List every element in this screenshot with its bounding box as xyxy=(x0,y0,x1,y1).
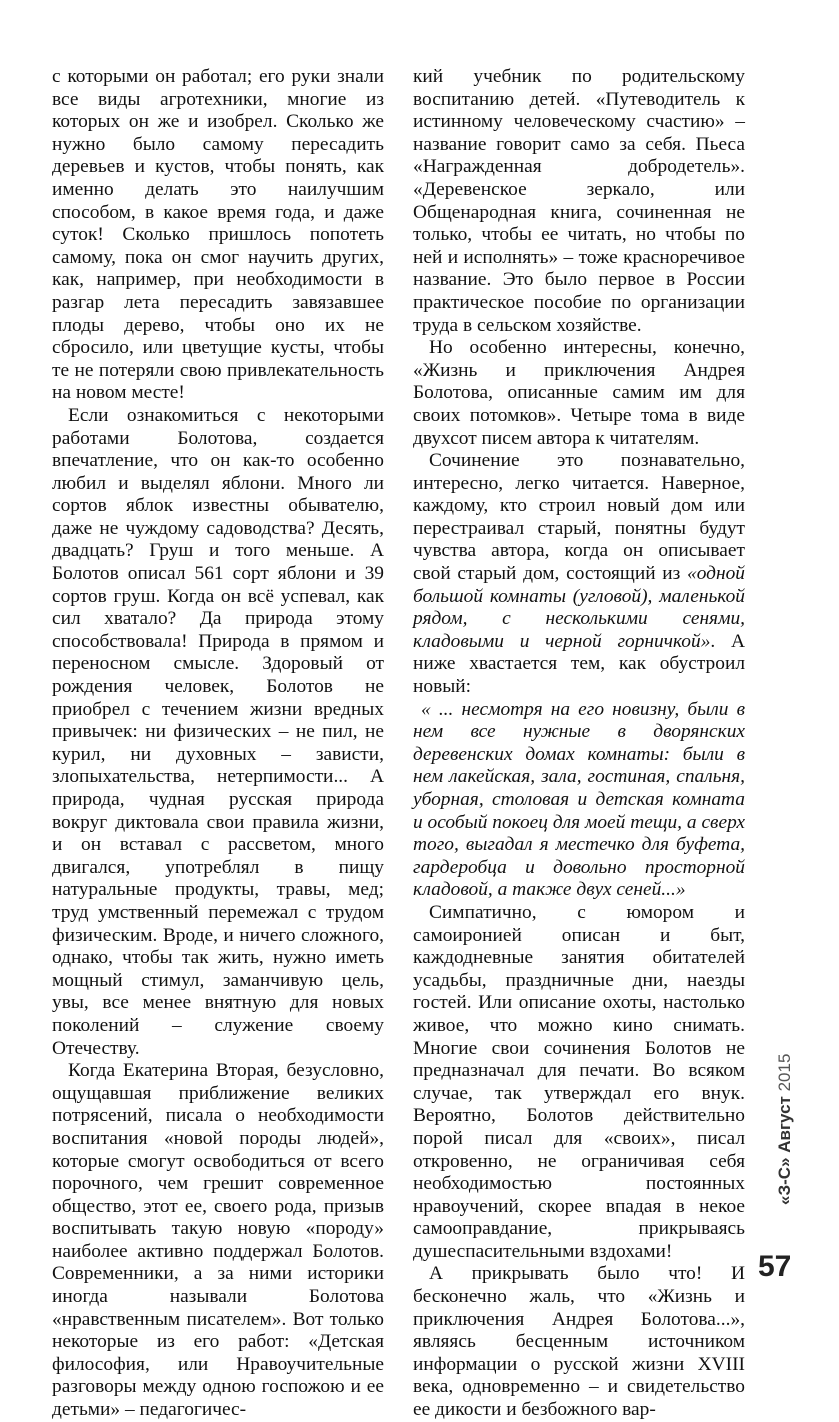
issue-month: Август xyxy=(775,1096,794,1153)
paragraph-text: . А ниже хвастается тем, как обустроил новый: xyxy=(413,630,745,698)
paragraph: Но особенно интересны, конечно, «Жизнь и приключения Андрея Болотова, описанные самим им для своих потомков». Четыре тома в виде двухсот писем автора к читателям. xyxy=(413,337,745,449)
paragraph: Если ознакомиться с некоторыми работами Болотова, создается впечатление, что он как-то особенно любил и выделял яблони. Много ли сортов яблок известны обывателю, даже не чуждому садоводства? Десять, двадцать? Груш и того меньше. А Болотов описал 561 сорт яблони и 39 сортов груш. Когда он всё успевал, как сил хватало? Да природа этому способствовала! Природа в прямом и переносном смысле. Здоровый от рождения человек, Болотов не приобрел с течением жизни вредных привычек: ни физических – не пил, не курил, ни духовных – зависти, злопыхательства, нетерпимости... А природа, чудная русская природа вокруг диктовала свои правила жизни, и он вставал с рассветом, много двигался, употреблял в пищу натуральные продукты, травы, мед; труд умственный перемежал с трудом физическим. Вроде, и ничего сложного, однако, чтобы так жить, нужно иметь мощный стимул, заманчивую цель, увы, все менее внятную для новых поколений – служение своему Отечеству. xyxy=(52,404,384,1059)
page-number: 57 xyxy=(758,1250,792,1283)
paragraph xyxy=(413,450,745,699)
paragraph: Когда Екатерина Вторая, безусловно, ощущавшая приближение великих потрясений, писала о необходимости воспитания «новой породы людей», которые смогут освободиться от всего порочного, чем грешит современное общество, этот ее, своего рода, призыв воспитывать такую новую «породу» наиболее активно поддержал Болотов. Современники, а за ними историки иногда называли Болотова «нравственным писателем». Вот только некоторые из его работ: «Детская философия, или Нравоучительные разговоры между одною госпожою и ее детьми» – педагогичес- xyxy=(52,1060,384,1421)
issue-year: 2015 xyxy=(775,1053,794,1092)
paragraph: кий учебник по родительскому воспитанию детей. «Путеводитель к истинному человеческому счастию» – название говорит само за себя. Пьеса «Награжденная добродетель». «Деревенское зеркало, или Общенародная книга, сочиненная не только, чтобы ее читать, но чтобы по ней и исполнять» – тоже красноречивое название. Это было первое в России практическое пособие по организации труда в сельском хозяйстве. xyxy=(413,66,745,336)
block-quote: « ... несмотря на его новизну, были в нем все нужные в дворянских деревенских домах комнаты: были в нем лакейская, зала, гостиная, спальня, уборная, столовая и детская комната и особый покоец для моей тещи, а сверх того, выгадал я местечко для буфета, гардеробца и довольно просторной кладовой, а также двух сеней...» xyxy=(413,698,745,901)
journal-brand: «З-С» xyxy=(775,1157,794,1205)
paragraph-text: Сочинение это познавательно, интересно, легко читается. Наверное, каждому, кто строил новый дом или перестраивал старый, понятны будут чувства автора, когда он описывает свой старый дом, состоящий из xyxy=(413,450,745,585)
paragraph: с которыми он работал; его руки знали все виды агротехники, многие из которых он же и изобрел. Сколько же нужно было самому пересадить деревьев и кустов, чтобы понять, как именно делать это наилучшим способом, в какое время года, и даже суток! Сколько пришлось попотеть самому, пока он смог научить других, как, например, при необходимости в разгар лета пересадить завязавшее плоды дерево, чтобы оно их не сбросило, или цветущие кусты, чтобы те не потеряли свою привлекательность на новом месте! xyxy=(52,66,384,404)
paragraph: А прикрывать было что! И бесконечно жаль, что «Жизнь и приключения Андрея Болотова...», являясь бесценным источником информации о русской жизни XVIII века, одновременно – и свидетельство ее дикости и безбожного вар- xyxy=(413,1263,745,1421)
paragraph: Симпатично, с юмором и самоиронией описан и быт, каждодневные занятия обитателей усадьбы, праздничные дни, наезды гостей. Или описание охоты, настолько живое, что можно кино снимать. Многие свои сочинения Болотов не предназначал для печати. Во всяком случае, так утверждал его внук. Вероятно, Болотов действительно порой писал для «своих», писал откровенно, не ограничивая себя необходимостью постоянных нравоучений, скорее впадая в некое самооправдание, прикрываясь душеспасительными вздохами! xyxy=(413,901,745,1262)
journal-issue-label xyxy=(775,1054,795,1205)
italic-quote-inline: «одной большой комнаты (угловой), маленькой рядом, с несколькими сенями, кладовыми и черной горничкой» xyxy=(413,563,745,652)
left-column xyxy=(52,66,384,1422)
right-column xyxy=(413,66,745,1422)
